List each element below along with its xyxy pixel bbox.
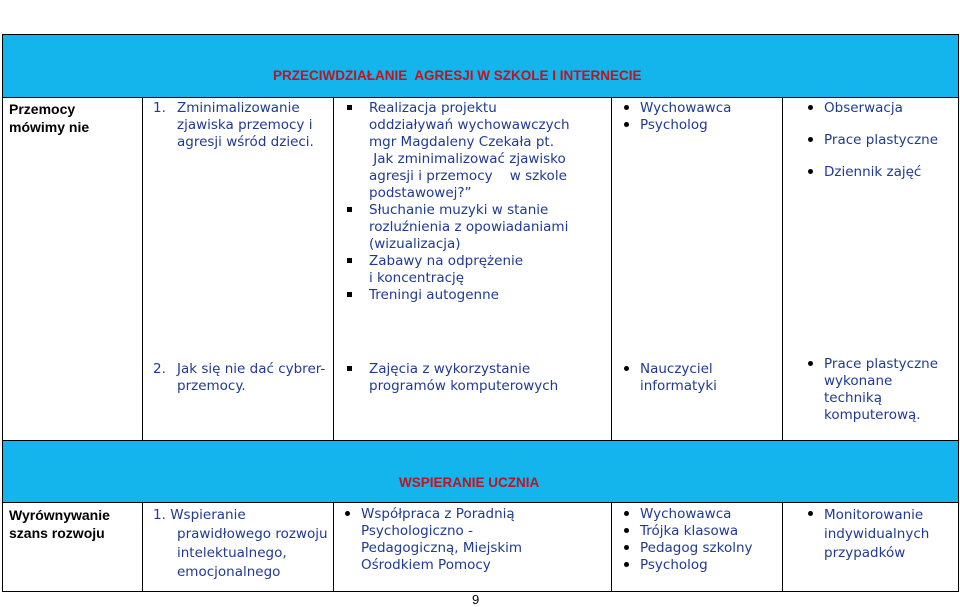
- task-item: 1. Zminimalizowanie zjawiska przemocy i agresji wśród dzieci.: [153, 100, 314, 150]
- responsible-list: [640, 506, 753, 574]
- methods-cell: [334, 98, 612, 441]
- section-header-band: [3, 35, 959, 98]
- responsible-cell: [612, 98, 783, 441]
- responsible-cell: [612, 503, 783, 592]
- plan-table: [2, 34, 959, 592]
- list-item: Psycholog: [640, 117, 731, 134]
- area-label: Wyrównywanie szans rozwoju: [9, 507, 110, 541]
- area-cell: [3, 503, 143, 592]
- list-item: Pedagog szkolny: [640, 540, 753, 556]
- methods-list: [369, 361, 609, 395]
- evaluation-cell: [783, 98, 959, 441]
- list-item: Dziennik zajęć: [824, 164, 938, 181]
- responsible-list: [640, 100, 731, 134]
- responsible-list: [640, 361, 717, 395]
- list-item: Trójka klasowa: [640, 523, 753, 540]
- methods-cell: [334, 503, 612, 592]
- list-item: Prace plastyczne wykonane techniką komputerową.: [824, 356, 939, 423]
- methods-list: [369, 100, 609, 304]
- list-item: Realizacja projektu oddziaływań wychowawczych mgr Magdaleny Czekała pt. Jak zminimalizować zjawisko agresji i przemocy w szkole podstawowej?”: [369, 100, 609, 202]
- list-item: Zabawy na odprężenie i koncentrację: [369, 253, 609, 287]
- list-item: Treningi autogenne: [369, 287, 609, 304]
- list-item: Współpraca z Poradnią Psychologiczno - Pedagogiczną, Miejskim Ośrodkiem Pomocy: [361, 506, 523, 573]
- area-label: Przemocy mówimy nie: [9, 101, 90, 135]
- evaluation-list: [824, 506, 929, 563]
- section-header-band: [3, 441, 959, 503]
- list-item: Zajęcia z wykorzystanie programów komputerowych: [369, 361, 609, 395]
- area-cell: [3, 98, 143, 441]
- evaluation-list: [824, 100, 938, 181]
- task-item: 1. Wspieranie prawidłowego rozwoju intelektualnego, emocjonalnego: [153, 507, 328, 580]
- task-item: 2. Jak się nie dać cybrer- przemocy.: [153, 361, 326, 394]
- section-title: WSPIERANIE UCZNIA: [399, 475, 540, 490]
- list-item: Słuchanie muzyki w stanie rozluźnienia z opowiadaniami (wizualizacja): [369, 202, 609, 253]
- methods-list: [361, 506, 522, 574]
- evaluation-list: [824, 356, 938, 424]
- list-item: Wychowawca: [640, 506, 753, 523]
- task-cell: [143, 98, 334, 441]
- evaluation-cell: [783, 503, 959, 592]
- list-item: Wychowawca: [640, 100, 732, 116]
- list-item: Monitorowanie indywidualnych przypadków: [824, 507, 930, 561]
- task-cell: [143, 503, 334, 592]
- list-item: Nauczyciel informatyki: [640, 361, 717, 394]
- page-number: 9: [472, 592, 480, 607]
- section-title: PRZECIWDZIAŁANIE AGRESJI W SZKOLE I INTERNECIE: [273, 68, 642, 83]
- list-item: Prace plastyczne: [824, 132, 939, 148]
- list-item: Psycholog: [640, 557, 753, 574]
- list-item: Obserwacja: [824, 100, 938, 117]
